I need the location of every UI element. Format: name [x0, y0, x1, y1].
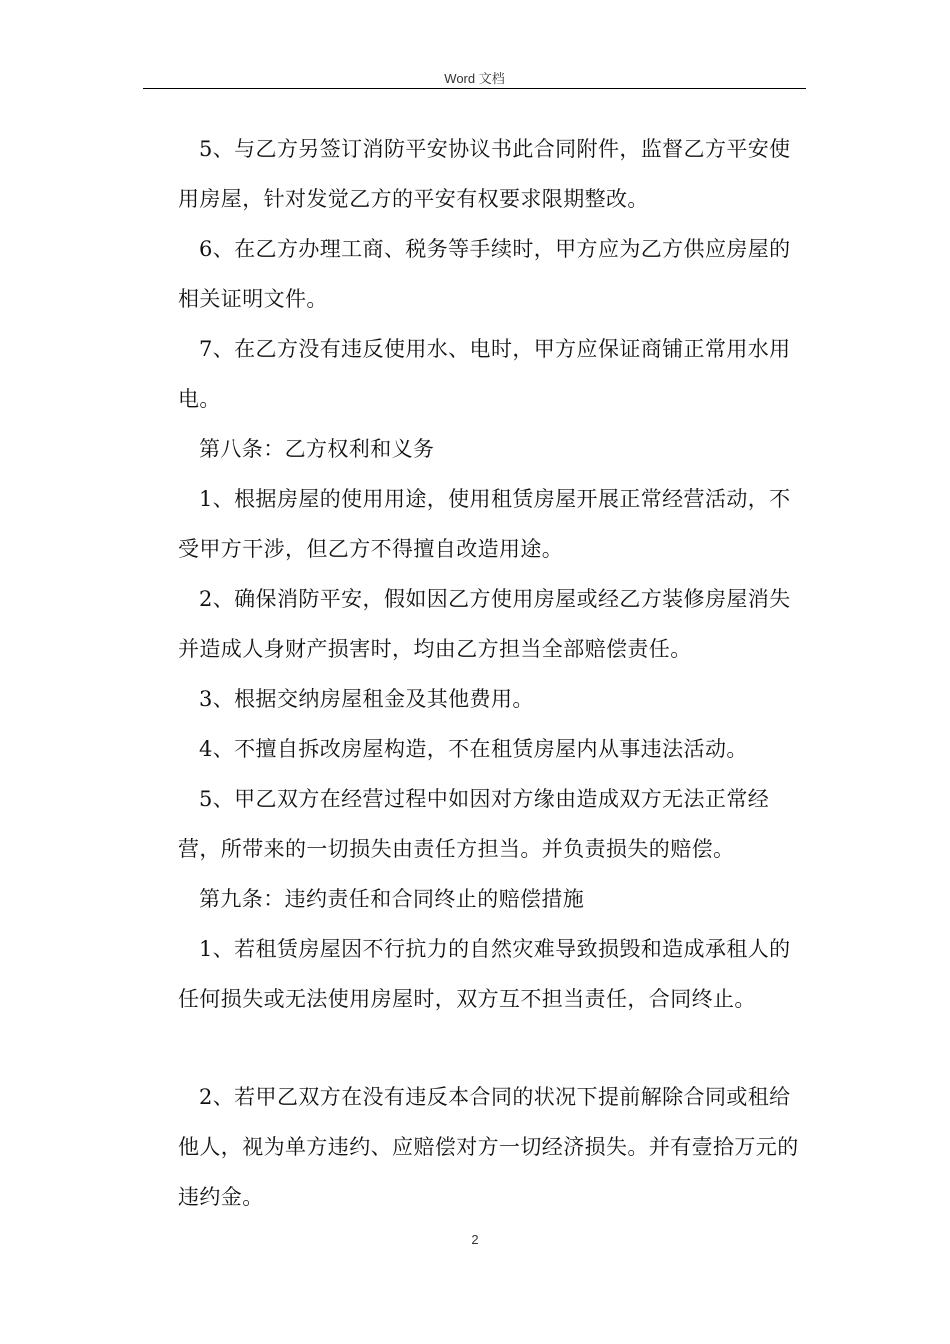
- clause-paragraph: 6、在乙方办理工商、税务等手续时，甲方应为乙方供应房屋的相关证明文件。: [178, 237, 791, 311]
- clause-paragraph: 1、若租赁房屋因不行抗力的自然灾难导致损毁和造成承租人的任何损失或无法使用房屋时，双方互不担当责任，合同终止。: [178, 937, 791, 1011]
- clause-paragraph: 1、根据房屋的使用用途，使用租赁房屋开展正常经营活动，不受甲方干涉，但乙方不得擅自改造用途。: [178, 487, 791, 561]
- header-rule: [143, 88, 806, 89]
- section-heading: 第九条：违约责任和合同终止的赔偿措施: [199, 887, 585, 911]
- clause-paragraph: 5、甲乙双方在经营过程中如因对方缘由造成双方无法正常经营，所带来的一切损失由责任方担当。并负责损失的赔偿。: [178, 787, 770, 861]
- page-number: 2: [471, 1232, 479, 1247]
- page-header: Word 文档: [444, 71, 505, 86]
- clause-paragraph: 7、在乙方没有违反使用水、电时，甲方应保证商铺正常用水用电。: [178, 337, 791, 411]
- clause-paragraph: 4、不擅自拆改房屋构造，不在租赁房屋内从事违法活动。: [199, 737, 748, 761]
- clause-paragraph: 2、若甲乙双方在没有违反本合同的状况下提前解除合同或租给他人，视为单方违约、应赔偿对方一切经济损失。并有壹拾万元的违约金。: [178, 1085, 799, 1209]
- clause-paragraph: 2、确保消防平安，假如因乙方使用房屋或经乙方装修房屋消失并造成人身财产损害时，均由乙方担当全部赔偿责任。: [178, 587, 791, 661]
- section-heading: 第八条：乙方权利和义务: [199, 437, 435, 461]
- clause-paragraph: 3、根据交纳房屋租金及其他费用。: [199, 687, 534, 711]
- clause-paragraph: 5、与乙方另签订消防平安协议书此合同附件，监督乙方平安使用房屋，针对发觉乙方的平安有权要求限期整改。: [178, 137, 791, 211]
